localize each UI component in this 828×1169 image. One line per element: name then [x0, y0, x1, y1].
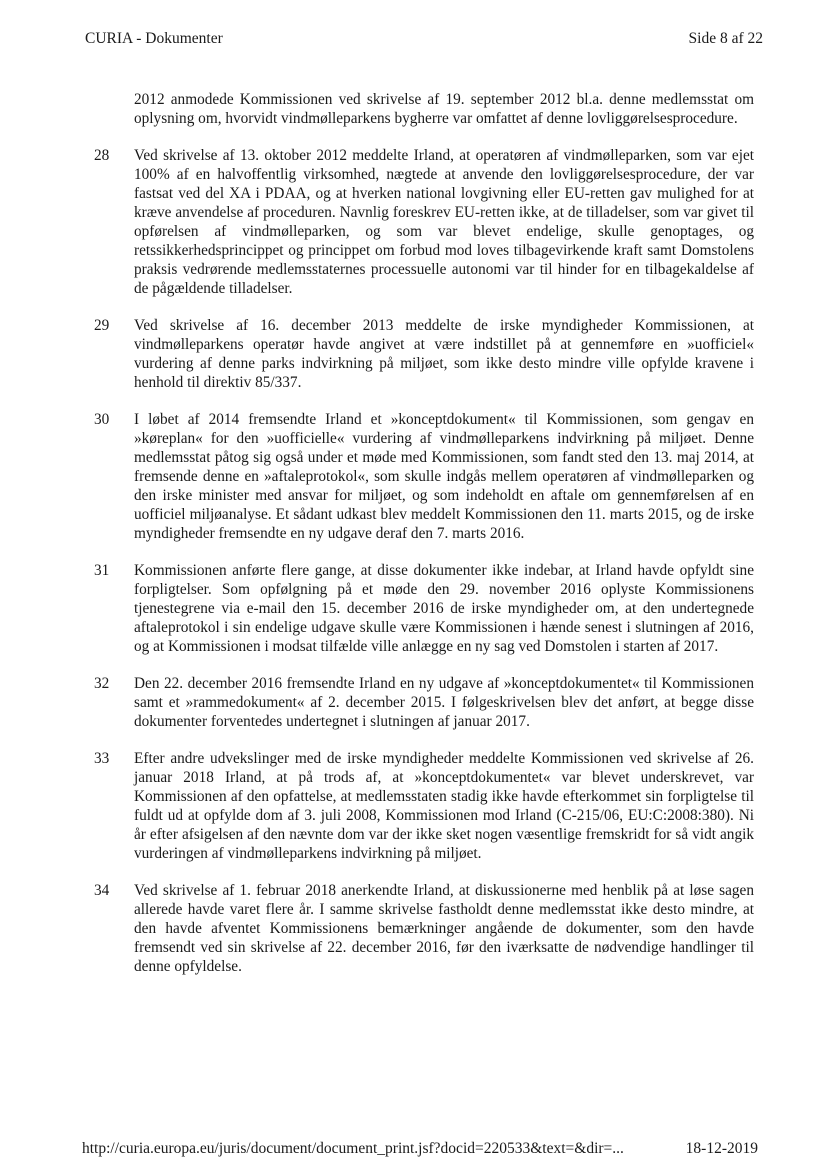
paragraph-number: 32	[94, 675, 110, 692]
numbered-paragraph	[94, 674, 754, 731]
document-source-title: CURIA - Dokumenter	[85, 30, 223, 47]
paragraph-text: I løbet af 2014 fremsendte Irland et »konceptdokument« til Kommissionen, som gengav en »køreplan« for den »uofficielle« vurdering af vindmølleparkens indvirkning på miljøet. Denne medlemsstat påtog sig også under et møde med Kommissionen, som fandt sted den 13. maj 2014, at fremsende denne en »aftaleprotokol«, som skulle indgås mellem operatøren af vindmølleparken og den irske minister med ansvar for miljøet, og som indeholdt en aftale om gennemførelsen af en uofficiel miljøanalyse. Et sådant udkast blev meddelt Kommissionen den 11. marts 2015, og de irske myndigheder fremsendte en ny udgave deraf den 7. marts 2016.	[134, 411, 754, 542]
intro-paragraph	[94, 90, 754, 128]
document-body	[94, 90, 754, 994]
document-url: http://curia.europa.eu/juris/document/document_print.jsf?docid=220533&text=&dir=...	[82, 1140, 624, 1157]
paragraph-number: 34	[94, 882, 110, 899]
numbered-paragraph	[94, 316, 754, 392]
paragraph-text: Ved skrivelse af 1. februar 2018 anerkendte Irland, at diskussionerne med henblik på at løse sagen allerede havde varet flere år. I samme skrivelse fastholdt denne medlemsstat ikke desto mindre, at den havde afventet Kommissionens bemærkninger angående de dokumenter, som den havde fremsendt ved sin skrivelse af 22. december 2016, før den iværksatte de nødvendige handlinger til denne opfyldelse.	[134, 882, 754, 975]
paragraph-number: 29	[94, 317, 110, 334]
numbered-paragraph	[94, 146, 754, 298]
paragraph-text: Ved skrivelse af 13. oktober 2012 meddelte Irland, at operatøren af vindmølleparken, som var ejet 100% af en halvoffentlig virksomhed, nægtede at anvende den lovliggørelsesprocedure, der var fastsat ved del XA i PDAA, og at hverken national lovgivning eller EU-retten gav mulighed for at kræve anvendelse af proceduren. Navnlig foreskrev EU-retten ikke, at de tilladelser, som var givet til opførelsen af vindmølleparken, og som var blevet endelige, skulle genoptages, og retssikkerhedsprincippet og princippet om forbud mod loves tilbagevirkende kraft samt Domstolens praksis vedrørende medlemsstaternes processuelle autonomi var til hinder for en tilbagekaldelse af de pågældende tilladelser.	[134, 147, 754, 297]
paragraph-number: 33	[94, 750, 110, 767]
paragraph-number: 30	[94, 411, 110, 428]
paragraph-text: Kommissionen anførte flere gange, at disse dokumenter ikke indebar, at Irland havde opfyldt sine forpligtelser. Som opfølgning på et møde den 29. november 2016 oplyste Kommissionens tjenestegrene via e-mail den 15. december 2016 de irske myndigheder om, at den undertegnede aftaleprotokol i sin endelige udgave skulle være Kommissionen i hænde senest i slutningen af 2016, og at Kommissionen i modsat tilfælde ville anlægge en ny sag ved Domstolen i starten af 2017.	[134, 562, 754, 655]
numbered-paragraph	[94, 749, 754, 863]
paragraph-number: 28	[94, 147, 110, 164]
paragraph-text: Ved skrivelse af 16. december 2013 meddelte de irske myndigheder Kommissionen, at vindmølleparkens operatør havde angivet at være indstillet på at gennemføre en »uofficiel« vurdering af denne parks indvirkning på miljøet, som ikke desto mindre ville opfylde kravene i henhold til direktiv 85/337.	[134, 317, 754, 391]
paragraph-list	[94, 146, 754, 976]
page-footer	[82, 1140, 758, 1162]
numbered-paragraph	[94, 410, 754, 543]
print-date: 18-12-2019	[685, 1140, 758, 1157]
numbered-paragraph	[94, 881, 754, 976]
page-indicator: Side 8 af 22	[688, 30, 763, 47]
paragraph-text: Den 22. december 2016 fremsendte Irland en ny udgave af »konceptdokumentet« til Kommissionen samt et »rammedokument« af 2. december 2015. I følgeskrivelsen blev det anført, at begge disse dokumenter forventedes undertegnet i slutningen af januar 2017.	[134, 675, 754, 730]
paragraph-number: 31	[94, 562, 110, 579]
intro-text: 2012 anmodede Kommissionen ved skrivelse af 19. september 2012 bl.a. denne medlemsstat om oplysning om, hvorvidt vindmølleparkens bygherre var omfattet af denne lovliggørelsesprocedure.	[134, 91, 754, 127]
paragraph-text: Efter andre udvekslinger med de irske myndigheder meddelte Kommissionen ved skrivelse af 26. januar 2018 Irland, at på trods af, at »konceptdokumentet« var blevet underskrevet, var Kommissionen af den opfattelse, at medlemsstaten stadig ikke havde efterkommet sin forpligtelse til fuldt ud at opfylde dom af 3. juli 2008, Kommissionen mod Irland (C-215/06, EU:C:2008:380). Ni år efter afsigelsen af den nævnte dom var der ikke sket nogen væsentlige fremskridt for så vidt angik vurderingen af vindmølleparkens indvirkning på miljøet.	[134, 750, 754, 862]
page-header	[85, 30, 763, 50]
numbered-paragraph	[94, 561, 754, 656]
